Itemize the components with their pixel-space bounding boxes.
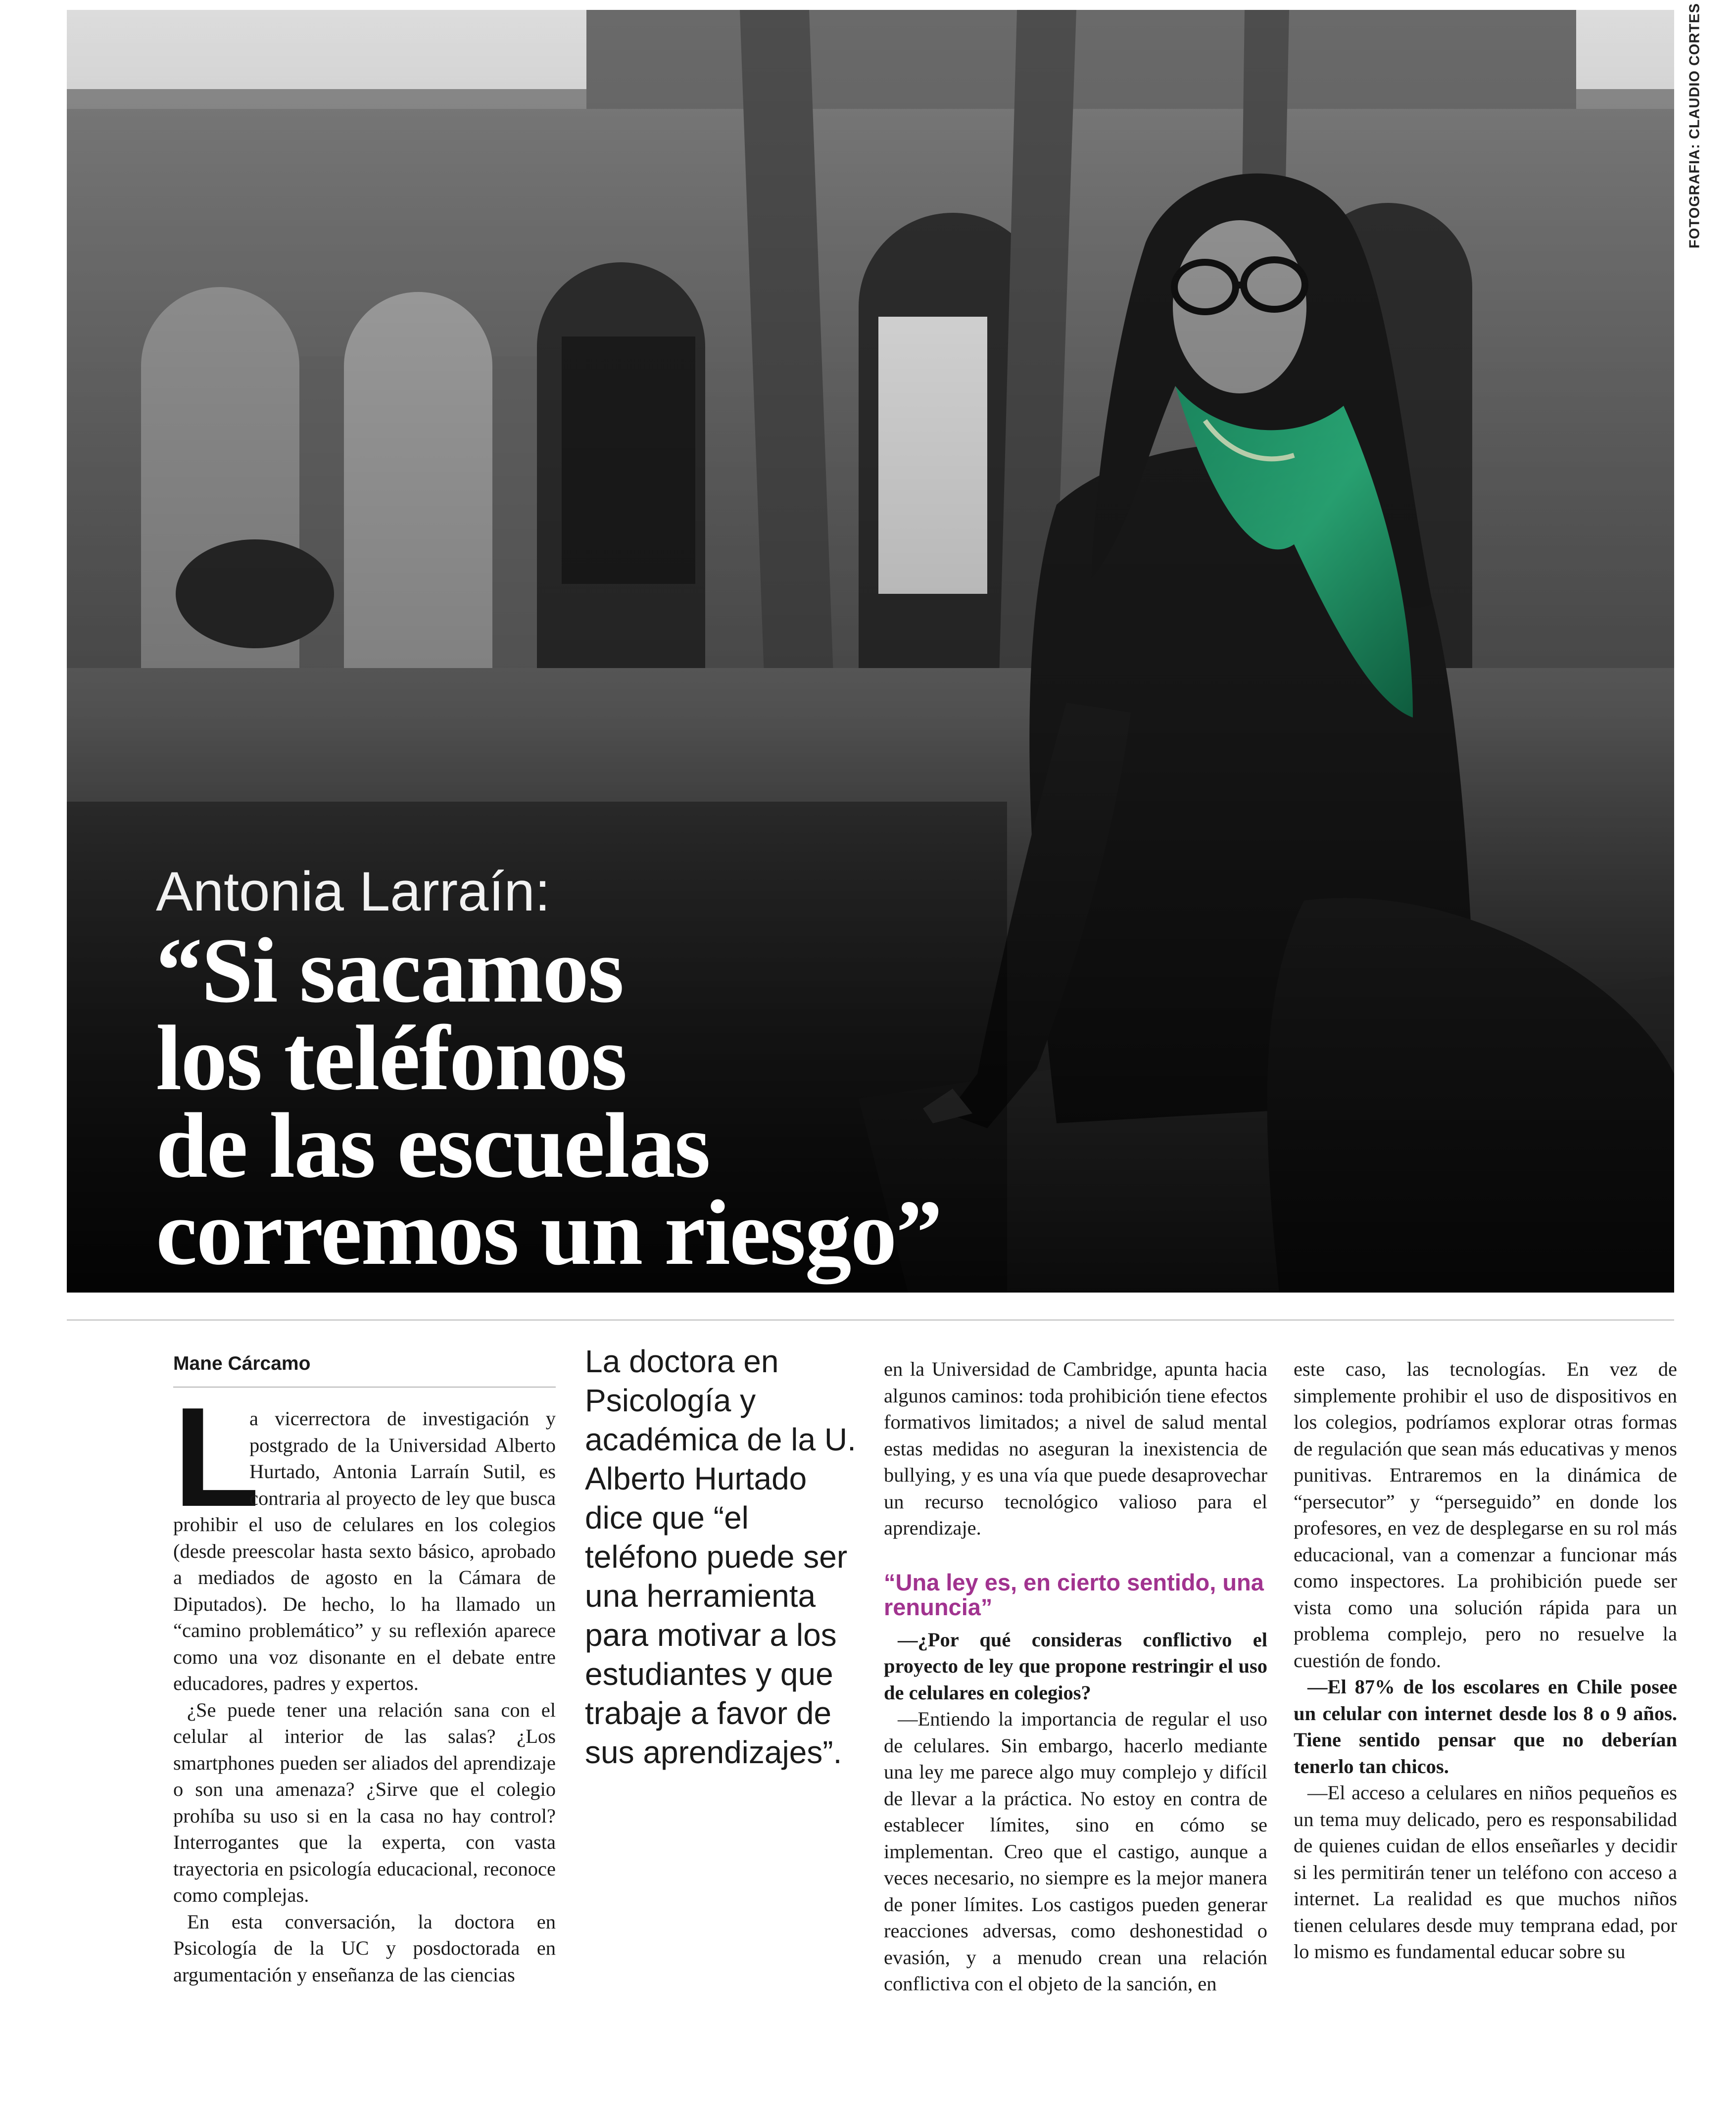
pull-quote: La doctora en Psicología y académica de la U. Alberto Hurtado dice que “el teléfono puede ser una herramienta para motivar a los estudiantes y que trabaje a favor de sus aprendizajes”.	[585, 1344, 856, 1770]
interview-question: —El 87% de los escolares en Chile posee un celular con internet desde los 8 o 9 años. Tiene sentido pensar que no deberían tenerlo tan chicos.	[1294, 1676, 1677, 1778]
interviewee-name: Antonia Larraín:	[156, 861, 550, 922]
feature-photo	[67, 10, 1674, 1293]
drop-cap: L	[173, 1378, 260, 1536]
interview-answer-continued: este caso, las tecnologías. En vez de simplemente prohibir el uso de dispositivos en los colegios, podríamos explorar otras formas de regulación que sean más educativas y menos punitivas. Entraremos en la dinámica de “persecutor” y “perseguido” en donde los profesores, en vez de desplegarse en su rol más educacional, van a comenzar a funcionar más como inspectores. La prohibición puede ser vista como una solución rápida para un problema complejo, pero no resuelve la cuestión de fondo.	[1294, 1358, 1677, 1672]
headline-line-3: de las escuelas	[156, 1093, 710, 1197]
article-paragraph: en la Universidad de Cambridge, apunta hacia algunos caminos: toda prohibición tiene efectos formativos limitados; a nivel de salud mental estas medidas no aseguran la inexistencia de bullying, y es una vía que puede desaprovechar un recurso tecnológico valioso para el aprendizaje.	[884, 1358, 1267, 1539]
section-divider	[67, 1319, 1674, 1321]
byline: Mane Cárcamo	[173, 1351, 556, 1388]
headline-block	[156, 861, 1047, 1285]
interview-answer: —El acceso a celulares en niños pequeños es un tema muy delicado, pero es responsabilidad de quienes cuidan de ellos enseñarles y decidir si les permitirán tener un teléfono con acceso a internet. La realidad es que muchos niños tienen celulares desde muy temprana edad, por lo mismo es fundamental educar sobre su	[1294, 1781, 1677, 1963]
article-paragraph	[173, 1378, 556, 1697]
section-subhead: “Una ley es, en cierto sentido, una renuncia”	[884, 1569, 1264, 1620]
headline-line-1: “Si sacamos	[156, 918, 624, 1022]
photo-credit-text: FOTOGRAFIA: CLAUDIO CORTES	[1687, 3, 1703, 248]
article-column-3	[884, 1356, 1267, 1997]
photo-credit	[1680, 3, 1710, 248]
article-paragraph-text: a vicerrectora de investigación y postgrado de la Universidad Alberto Hurtado, Antonia Larraín Sutil, es contraria al proyecto de ley que busca prohibir el uso de celulares en los colegios (desde preescolar hasta sexto básico, aprobado a mediados de agosto en la Cámara de Diputados). De hecho, lo ha llamado un “camino problemático” y su reflexión aparece como una voz disonante en el debate entre educadores, padres y expertos.	[173, 1407, 556, 1694]
headline-quote	[156, 918, 1047, 1285]
article-column-4	[1294, 1356, 1677, 1965]
article-paragraph: ¿Se puede tener una relación sana con el celular al interior de las salas? ¿Los smartphones pueden ser aliados del aprendizaje o son una amenaza? ¿Sirve que el colegio prohíba su uso si en la casa no hay control? Interrogantes que la experta, con vasta trayectoria en psicología educacional, reconoce como complejas.	[173, 1698, 556, 1906]
headline-line-2: los teléfonos	[156, 1006, 627, 1109]
headline-line-4: corremos un riesgo”	[156, 1181, 942, 1285]
interview-answer: —Entiendo la importancia de regular el uso de celulares. Sin embargo, hacerlo mediante una ley me parece algo muy complejo y difícil de llevar a la práctica. No estoy en contra de establecer límites, sino en cómo se implementan. Creo que el castigo, aunque a veces necesario, no siempre es la mejor manera de poner límites. Los castigos pueden generar reacciones adversas, como deshonestidad o evasión, y a menudo crean una relación conflictiva con el objeto de la sanción, en	[884, 1708, 1267, 1995]
interview-question: —¿Por qué consideras conflictivo el proyecto de ley que propone restringir el uso de celulares en colegios?	[884, 1628, 1267, 1704]
article-paragraph: En esta conversación, la doctora en Psicología de la UC y posdoctorada en argumentación y enseñanza de las ciencias	[173, 1910, 556, 1986]
article-column-1	[173, 1351, 556, 1988]
